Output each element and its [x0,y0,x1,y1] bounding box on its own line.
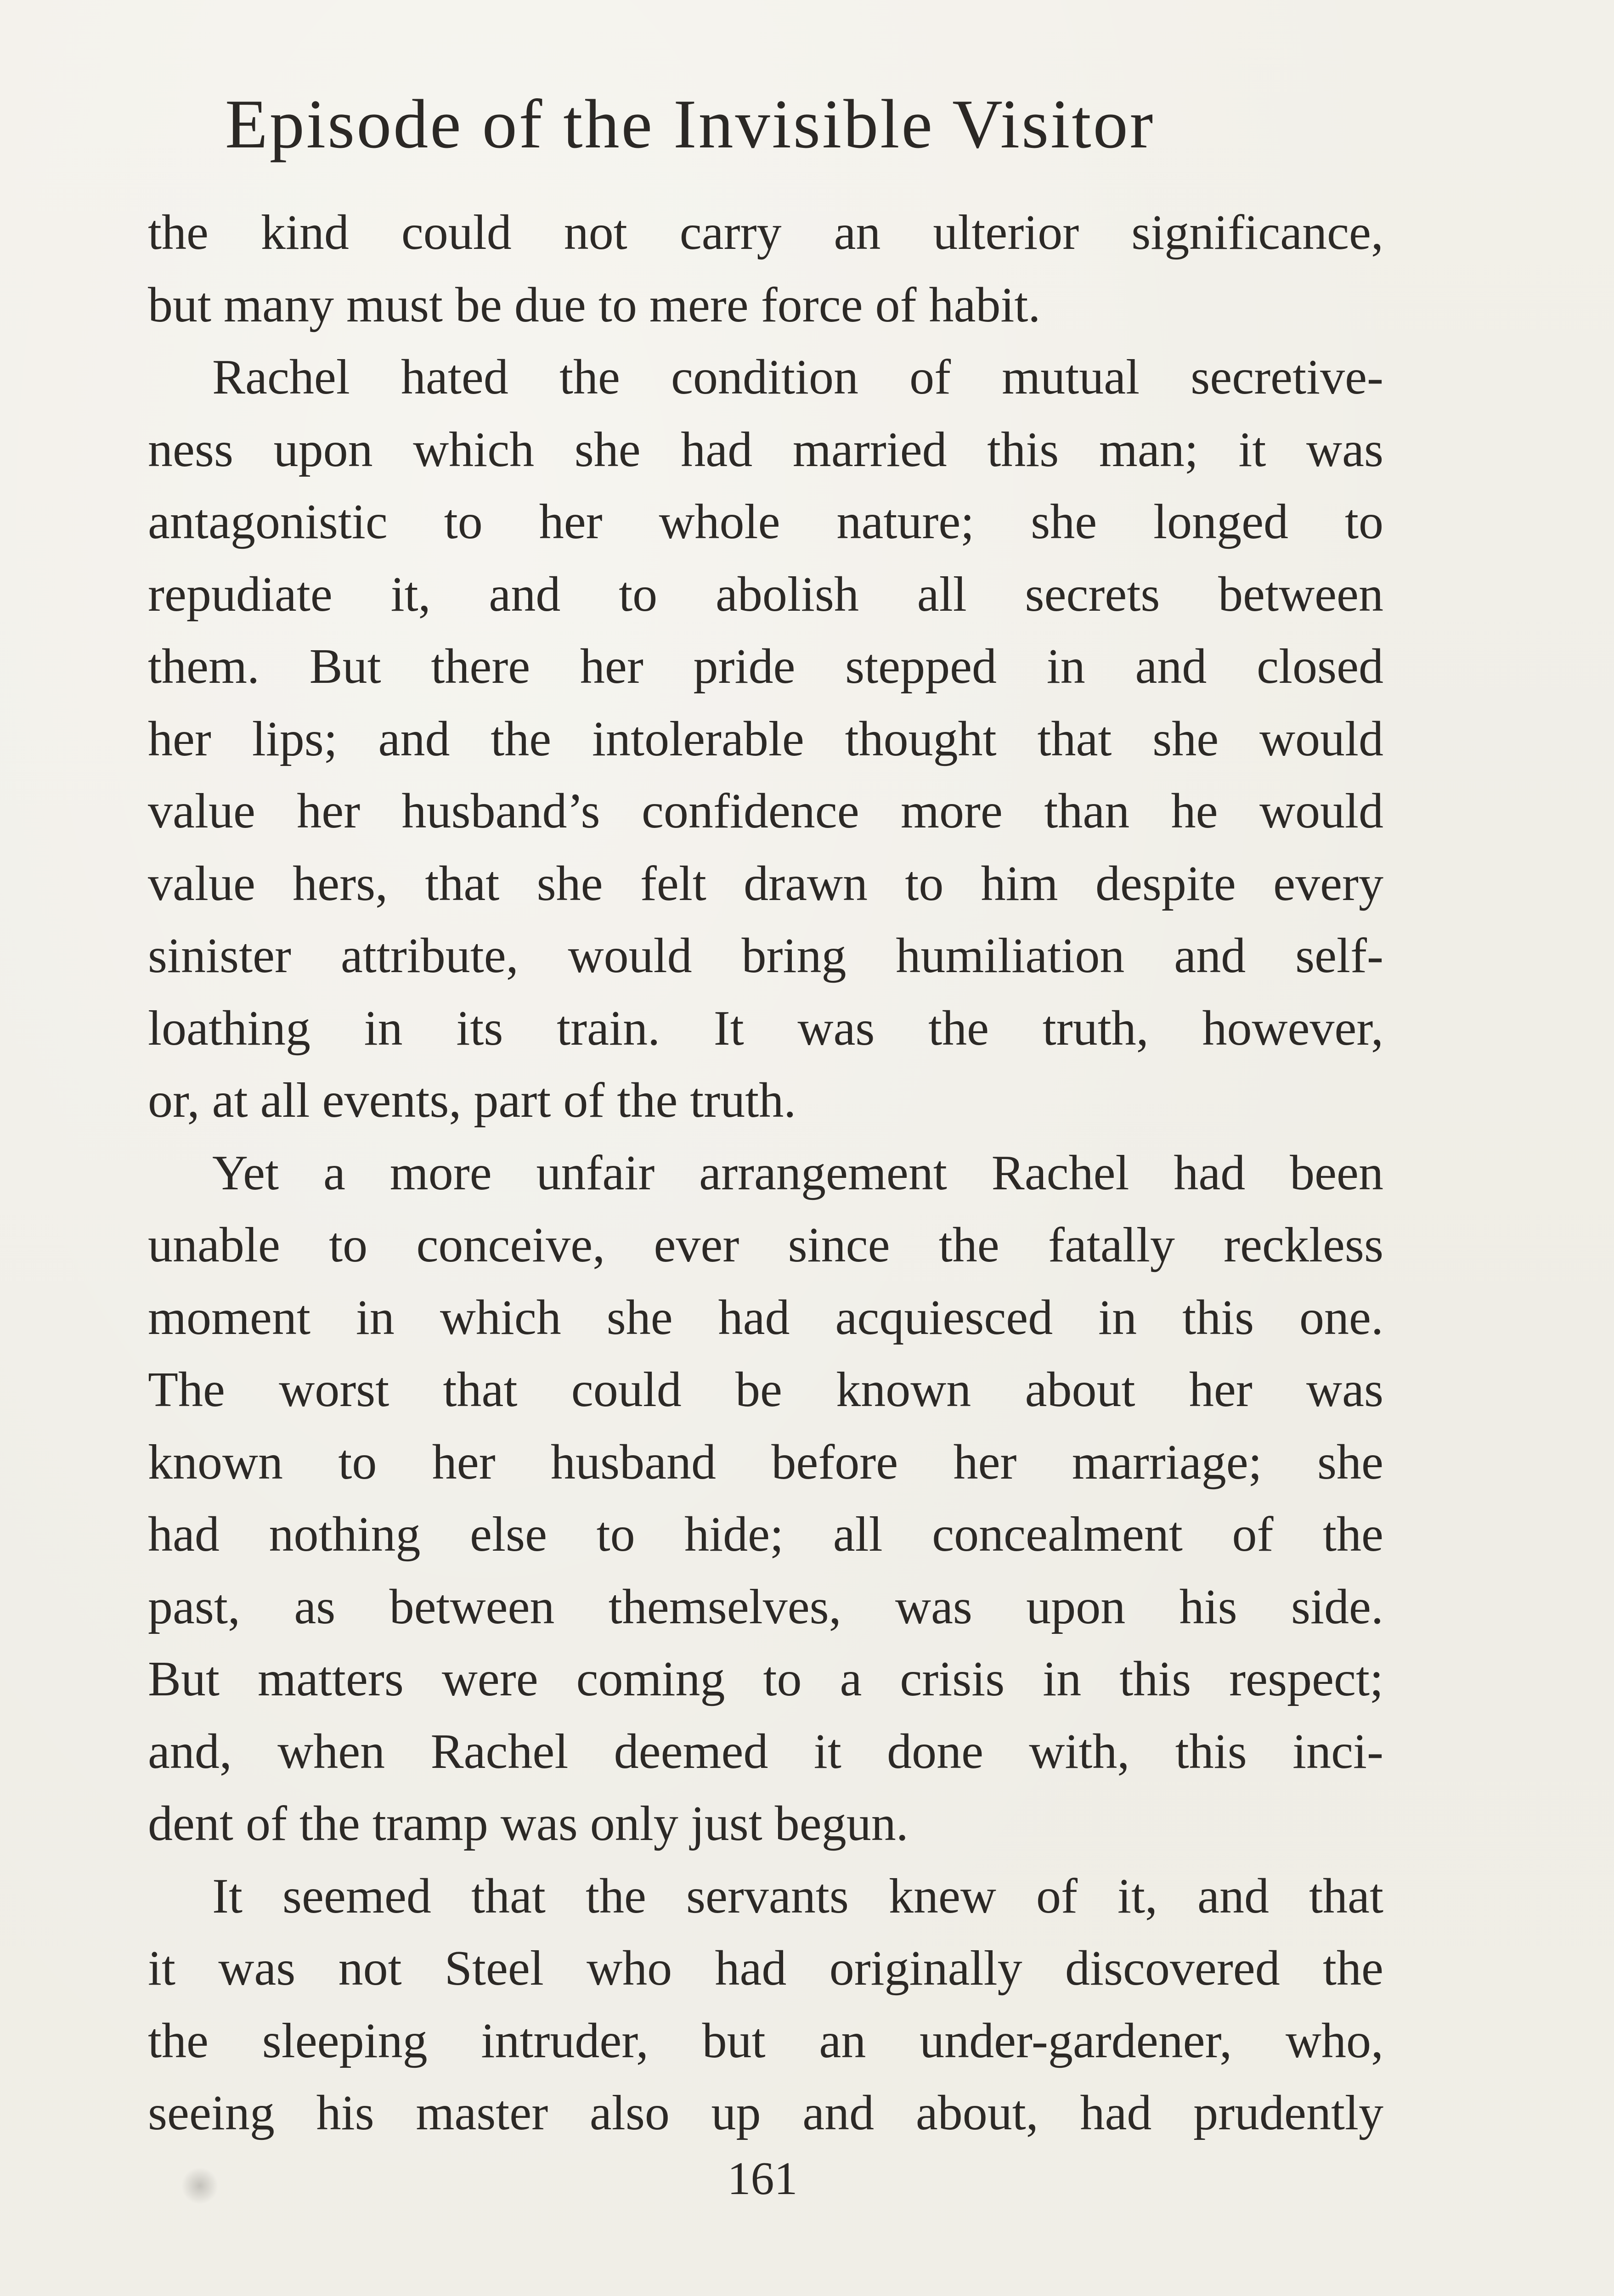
text-line: but many must be due to mere force of habit. [148,277,1041,332]
text-line: dent of the tramp was only just begun. [148,1796,909,1851]
text-line: value her husband’s confidence more than he would [148,784,1383,838]
text-line: loathing in its train. It was the truth, however, [148,1001,1383,1056]
text-line: Rachel hated the condition of mutual secretive- [212,350,1383,405]
text-line: had nothing else to hide; all concealment of the [148,1507,1383,1562]
page-number: 161 [727,2153,798,2205]
text-line: The worst that could be known about her was [148,1362,1383,1417]
text-line: the kind could not carry an ulterior significance, [148,205,1383,260]
text-line: or, at all events, part of the truth. [148,1073,796,1128]
text-line: it was not Steel who had originally discovered the [148,1941,1383,1996]
text-line: ness upon which she had married this man; it was [148,422,1383,477]
page-smudge [181,2167,218,2204]
text-line: antagonistic to her whole nature; she longed to [148,495,1383,549]
text-line: the sleeping intruder, but an under-gardener, who, [148,2013,1383,2068]
body-text [148,197,1383,2150]
text-line: But matters were coming to a crisis in this respect; [148,1652,1383,1706]
text-line: unable to conceive, ever since the fatally reckless [148,1218,1383,1272]
text-line: It seemed that the servants knew of it, and that [212,1868,1383,1924]
text-line: her lips; and the intolerable thought that she would [148,711,1383,766]
text-line: known to her husband before her marriage; she [148,1435,1383,1490]
text-line: value hers, that she felt drawn to him despite every [148,856,1383,911]
text-line: moment in which she had acquiesced in this one. [148,1290,1383,1345]
text-line: and, when Rachel deemed it done with, this inci- [148,1724,1383,1779]
text-line: past, as between themselves, was upon his side. [148,1579,1383,1634]
text-line: seeing his master also up and about, had prudently [148,2086,1383,2140]
text-line: Yet a more unfair arrangement Rachel had been [212,1145,1383,1200]
running-header: Episode of the Invisible Visitor [225,85,1155,163]
text-line: them. But there her pride stepped in and closed [148,639,1383,694]
text-line: sinister attribute, would bring humiliation and self- [148,929,1383,983]
text-line: repudiate it, and to abolish all secrets between [148,567,1383,622]
